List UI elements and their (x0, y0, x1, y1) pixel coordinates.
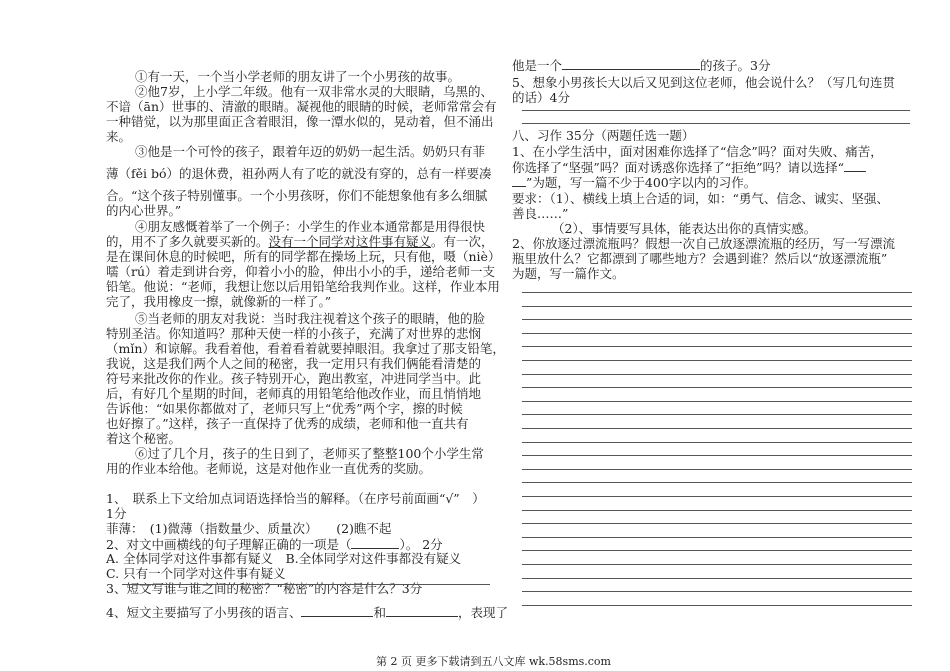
para-5-line: 着这个秘密。 (106, 431, 182, 446)
writing-line[interactable] (522, 455, 912, 456)
question-4-continued: 他是一个 的孩子。3分 (512, 58, 771, 73)
para-2-line: ②他7岁，上小学二年级。他有一双非常水灵的大眼睛，乌黑的、 (135, 84, 493, 99)
section-8-title: 八、习作 35分（两题任选一题） (512, 128, 695, 143)
answer-blank[interactable] (562, 57, 700, 70)
writing-line[interactable] (522, 496, 912, 497)
requirements-line: 要求：（1）、横线上填上合适的词，如：“勇气、信念、诚实、坚强、 (512, 191, 889, 206)
answer-line[interactable] (122, 584, 490, 585)
question-1-options: 菲薄： (1)微薄（指数量少、质量次） (2)瞧不起 (106, 521, 392, 536)
para-5-line: 我说，这是我们两个人之间的秘密，我一定用只有我们俩能看清楚的 (106, 356, 482, 371)
question-1-score: 1分 (106, 506, 127, 521)
para-5-line: 符号来批改你的作业。孩子特别开心，跑出教室，冲进同学当中。此 (106, 371, 482, 386)
question-3: 3、短文写谁与谁之间的秘密？“秘密”的内容是什么？3分 (106, 581, 423, 596)
writing-line[interactable] (522, 387, 912, 388)
para-6-line: 用的作业本给他。老师说，这是对他作业一直优秀的奖励。 (106, 461, 432, 476)
writing-line[interactable] (522, 564, 912, 565)
para-5-line: 也好擦了。”这样，孩子一直保持了优秀的成绩，老师和他一直共有 (106, 416, 469, 431)
para-1: ①有一天，一个当小学老师的朋友讲了一个小男孩的故事。 (135, 69, 461, 84)
writing-line[interactable] (522, 401, 912, 402)
para-5-line: 后，有好几个星期的时间，老师真的用铅笔给他改作业，而且悄悄地 (106, 386, 482, 401)
para-5-line: （mǐn）和谅解。我看着他，看着看着就要掉眼泪。我拿过了那支铅笔， (106, 341, 505, 356)
para-4-line: 完了，我用橡皮一擦，就像新的一样了。” (106, 294, 332, 309)
writing-1-line: 你选择了“坚强”吗？面对诱惑你选择了“拒绝”吗？请以选择“ (512, 159, 866, 175)
question-2-option-ab: A. 全体同学对这件事都有疑义 B.全体同学对这件事都没有疑义 (106, 551, 462, 566)
question-4: 4、短文主要描写了小男孩的语言、 和 ，表现了 (106, 605, 508, 620)
question-5: 5、想象小男孩长大以后又见到这位老师，他会说什么？（写几句连贯 (512, 75, 895, 90)
answer-blank[interactable] (351, 536, 399, 549)
writing-1-line: 1、在小学生活中，面对困难你选择了“信念”吗？面对失败、痛苦， (512, 144, 883, 159)
writing-line[interactable] (522, 442, 912, 443)
para-4-line: 铅笔。他说：“老师，我想让您以后用铅笔给我判作业。这样，作业本用 (106, 279, 500, 294)
para-6-line: ⑥过了几个月，孩子的生日到了，老师买了整整100个小学生常 (135, 446, 484, 461)
para-5-line: 特别圣洁。你知道吗？那种天使一样的小孩子，充满了对世界的悲悯 (106, 326, 482, 341)
writing-line[interactable] (522, 333, 912, 334)
para-2-line: 一种错觉，以为那里面正含着眼泪，像一潭水似的，晃动着，但不涌出 (106, 114, 494, 129)
answer-blank[interactable] (844, 159, 866, 172)
writing-1-line: ”为题，写一篇不少于400字以内的习作。 (512, 174, 756, 190)
writing-2-line: 瓶里放什么？它都漂到了哪些地方？会遇到谁？然后以“放逐漂流瓶” (512, 251, 888, 266)
writing-line[interactable] (522, 374, 912, 375)
writing-2-line: 2、你放逐过漂流瓶吗？假想一次自己放逐漂流瓶的经历，写一写漂流 (512, 236, 895, 251)
para-3-line: ③他是一个可怜的孩子，跟着年迈的奶奶一起生活。奶奶只有菲 (135, 144, 486, 159)
page-footer: 第 2 页 更多下载请到五八文库 wk.58sms.com (376, 655, 611, 668)
para-4-line: 嚅（rú）着走到讲台旁，仰着小小的脸，伸出小小的手，递给老师一支 (106, 264, 496, 279)
para-3-line: 薄（fěi bó）的退休费，祖孙两人有了吃的就没有穿的，总有一样要凑 (106, 166, 492, 181)
para-3-line: 合。“这个孩子特别懂事。一个小男孩呀，你们不能想象他有多么细腻 (106, 188, 488, 203)
writing-line[interactable] (522, 550, 912, 551)
writing-line[interactable] (522, 591, 912, 592)
underlined-sentence: 没有一个同学对这件事有疑义 (268, 234, 432, 249)
writing-2-line: 为题，写一篇作文。 (512, 266, 625, 281)
question-5-score: 的话）4分 (512, 90, 570, 105)
writing-line[interactable] (522, 482, 912, 483)
writing-line[interactable] (522, 360, 912, 361)
writing-line[interactable] (522, 319, 912, 320)
writing-line[interactable] (522, 469, 912, 470)
writing-line[interactable] (522, 537, 912, 538)
question-2: 2、对文中画横线的句子理解正确的一项是（ ）。 2分 (106, 537, 443, 552)
para-4-line: ④朋友感慨着举了一个例子：小学生的作业本通常都是用得很快 (135, 219, 486, 234)
para-3-line: 的内心世界。” (106, 203, 182, 218)
para-4-line: 的，用不了多久就要买新的。没有一个同学对这件事有疑义。有一次， (106, 234, 494, 249)
answer-line[interactable] (522, 110, 910, 111)
para-2-line: 不谙（ān）世事的、清澈的眼睛。凝视他的眼睛的时候，老师常常会有 (106, 99, 497, 114)
requirements-line: 善良……” (512, 206, 569, 221)
writing-line[interactable] (522, 306, 912, 307)
writing-line[interactable] (522, 346, 912, 347)
answer-line[interactable] (522, 123, 910, 124)
answer-blank[interactable] (386, 604, 458, 617)
question-2-option-c: C. 只有一个同学对这件事有疑义 (106, 566, 286, 581)
writing-line[interactable] (522, 292, 912, 293)
question-1: 1、 联系上下文给加点词语选择恰当的解释。（在序号前面画“√” ） (106, 491, 485, 506)
writing-line[interactable] (522, 414, 912, 415)
para-4-line: 是在课间休息的时候吧，所有的同学都在操场上玩，只有他，嗫（niè） (106, 249, 501, 264)
para-5-line: ⑤当老师的朋友对我说：当时我注视着这个孩子的眼睛，他的脸 (135, 311, 486, 326)
writing-line[interactable] (522, 428, 912, 429)
answer-blank[interactable] (512, 174, 526, 187)
writing-line[interactable] (522, 510, 912, 511)
para-5-line: 告诉他：“如果你都做对了，老师只写上“优秀”两个字，擦的时候 (106, 401, 463, 416)
writing-line[interactable] (522, 605, 912, 606)
answer-blank[interactable] (301, 604, 373, 617)
writing-line[interactable] (522, 578, 912, 579)
requirements-line: （2）、事情要写具体，能表达出你的真情实感。 (552, 221, 817, 236)
writing-line[interactable] (522, 523, 912, 524)
para-2-line: 来。 (106, 129, 132, 144)
